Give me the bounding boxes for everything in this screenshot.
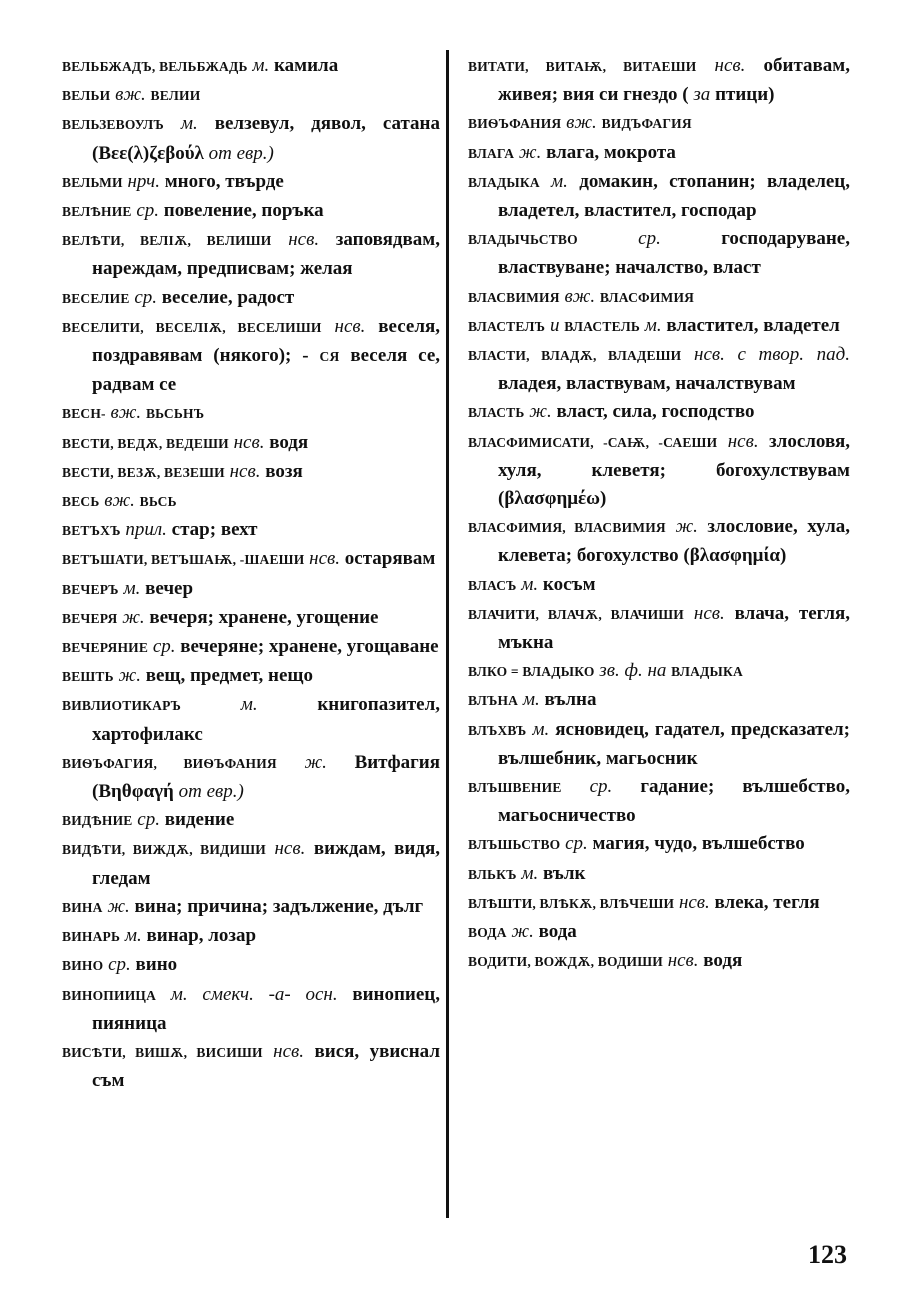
headword: ВЕСЕЛИТИ, ВЕСЕЛIѪ, ВЕСЕЛИШИ <box>62 319 322 335</box>
headword: ВЛЪШЬСТВО <box>468 837 561 853</box>
column-divider <box>446 50 449 1218</box>
grammar-label: нсв. <box>229 460 261 482</box>
headword: ВЕСЕЛИЕ <box>62 290 130 306</box>
definition: вечер <box>145 577 194 599</box>
dictionary-entry <box>62 487 440 516</box>
headword: ВЕТЪШАТИ, ВЕТЪШАѬ, -ШАЕШИ <box>62 552 305 568</box>
grammar-label: м. <box>124 925 142 947</box>
headword: ВЛАСЪ <box>468 577 517 593</box>
definition: обитавам, живея; вия си гнездо ( <box>498 55 850 106</box>
grammar-label: ж. <box>304 751 327 773</box>
grammar-label: вж. <box>564 285 596 307</box>
headword: ВЬСЬНЪ <box>145 406 205 422</box>
definition: гадание; вълшебство, магьосничество <box>498 776 850 827</box>
headword: ВИДЪФАГИЯ <box>601 116 692 132</box>
grammar-label: ж. <box>518 141 542 163</box>
dictionary-entry <box>468 860 850 889</box>
definition: влека, тегля <box>714 891 820 913</box>
dictionary-entry <box>62 981 440 1038</box>
grammar-label: м. <box>551 170 568 192</box>
grammar-label: нсв. <box>334 315 366 337</box>
definition: камила <box>273 55 339 76</box>
right-column <box>468 52 850 977</box>
headword: ВИТАТИ, ВИТАѬ, ВИТАЕШИ <box>468 59 697 74</box>
grammar-label: ср. <box>565 833 588 855</box>
definition: Витфагия (Βηθφαγή <box>92 751 441 803</box>
headword: ВЛАСТЕЛЬ <box>564 318 640 334</box>
definition: домакин, стопанин; владелец, владетел, властител, господар <box>498 170 851 222</box>
dictionary-entry <box>62 399 440 428</box>
headword: ВИДѢНИЕ <box>62 813 133 829</box>
grammar-label: ж. <box>122 606 145 628</box>
dictionary-entry <box>468 889 850 918</box>
headword: ВИДѢТИ, ВИЖДѪ, ВИДИШИ <box>62 842 266 858</box>
headword: ВИНА <box>62 899 103 915</box>
dictionary-entry <box>62 545 440 574</box>
headword: ВЛКО = ВЛАДЫКО <box>468 664 595 680</box>
headword: ВЕСТИ, ВЕДѪ, ВЕДЕШИ <box>62 435 229 451</box>
grammar-label: м. <box>644 314 662 336</box>
definition: злословя, хуля, клеветя; богохулствувам (βλασφημέω) <box>498 430 851 510</box>
grammar-label: нсв. <box>288 229 320 251</box>
dictionary-entry <box>62 52 440 81</box>
grammar-label: м. <box>521 862 539 884</box>
dictionary-entry <box>468 947 850 976</box>
headword: ВЛѢШТИ, ВЛѢКѪ, ВЛѢЧЕШИ <box>468 895 675 911</box>
definition: вина; причина; задължение, дълг <box>134 895 424 917</box>
dictionary-entry <box>468 716 850 773</box>
headword: ВЕЛЬИ <box>62 88 111 104</box>
headword: ВЛАДЫЧЬСТВО <box>468 232 578 248</box>
dictionary-entry <box>62 951 440 980</box>
headword: ВЛАСТЬ <box>468 405 525 421</box>
headword: ВЕСЬ <box>62 494 100 510</box>
dictionary-entry <box>468 139 850 168</box>
headword: ВЛЬКЪ <box>468 866 517 882</box>
dictionary-entry <box>62 313 440 400</box>
grammar-label: м. <box>532 718 550 740</box>
definition: магия, чудо, вълшебство <box>592 833 805 855</box>
definition: водя <box>703 950 743 972</box>
dictionary-entry <box>468 283 850 312</box>
grammar-label: нсв. <box>274 838 306 860</box>
definition: виждам, видя, гледам <box>92 838 440 889</box>
definition: вълк <box>542 862 586 884</box>
grammar-label: м. <box>180 113 198 135</box>
grammar-label: ср. <box>137 809 160 831</box>
dictionary-entry <box>62 110 440 167</box>
definition: заповядвам, нареждам, предписвам; желая <box>92 229 440 280</box>
definition: винопиец, пияница <box>92 983 440 1034</box>
grammar-label: вж. <box>115 84 146 106</box>
dictionary-entry <box>468 571 850 600</box>
dictionary-entry <box>62 749 440 806</box>
dictionary-entry <box>62 1038 440 1095</box>
definition: веселие, радост <box>161 286 295 308</box>
dictionary-entry <box>468 428 850 514</box>
headword: ВЕЛѢНИЕ <box>62 204 132 220</box>
grammar-label: нсв. <box>233 431 265 453</box>
grammar-label: нсв. с твор. пад. <box>694 344 851 366</box>
dictionary-entry <box>468 513 850 570</box>
definition: водя <box>269 431 309 453</box>
dictionary-entry <box>468 168 850 225</box>
grammar-label: м. <box>521 573 539 595</box>
headword: ВЕЛЬЗЕВОУЛЪ <box>62 117 164 133</box>
headword: ВЕЧЕРЯ <box>62 610 118 626</box>
headword: ВЛАСТИ, ВЛАДѪ, ВЛАДЕШИ <box>468 348 682 364</box>
definition: книгопазител, хартофилакс <box>92 694 441 745</box>
definition: злословие, хула, клевета; богохулство (βλασφημία) <box>498 516 850 567</box>
grammar-label: ср. <box>134 286 157 308</box>
headword: ВЛАДЫКА <box>468 174 540 190</box>
definition: господаруване, властвуване; началство, власт <box>498 228 850 279</box>
headword: ВЛАСФИМИСАТИ, -САѬ, -САЕШИ <box>468 434 718 450</box>
grammar-label: м. <box>240 694 258 716</box>
headword: ВИѲЪФАНИЯ <box>468 116 562 132</box>
dictionary-entry <box>62 284 440 313</box>
dictionary-entry <box>62 575 440 604</box>
grammar-label: ж. <box>511 921 534 943</box>
dictionary-entry <box>62 197 440 226</box>
headword: ВЛАГА <box>468 145 515 161</box>
headword: ВИНО <box>62 958 104 974</box>
grammar-label: ж. <box>107 895 130 917</box>
grammar-label: м. смекч. -а- осн. <box>170 983 338 1005</box>
dictionary-entry <box>62 633 440 662</box>
definition: вечеря; хранене, угощение <box>149 606 379 628</box>
dictionary-entry <box>468 830 850 859</box>
definition: стар; вехт <box>171 519 258 541</box>
headword: ВЛЪШВЕНИЕ <box>468 780 562 796</box>
dictionary-entry <box>468 918 850 947</box>
headword: ВЕЛѢТИ, ВЕЛIѪ, ВЕЛИШИ <box>62 233 272 249</box>
definition: видение <box>164 809 235 831</box>
grammar-label: вж. <box>110 402 142 424</box>
grammar-label: нсв. <box>309 548 341 570</box>
grammar-label: ср. <box>152 636 176 658</box>
definition: повеление, поръка <box>163 200 324 222</box>
definition: влача, тегля, мъкна <box>498 602 851 654</box>
headword: ВИНАРЬ <box>62 929 121 945</box>
headword: ВЕЛЬБЖАДЪ, ВЕЛЬБЖАДЬ <box>62 59 248 74</box>
grammar-label: нрч. <box>127 170 160 192</box>
dictionary-entry <box>468 312 850 341</box>
headword: ВЛАСФИМИЯ <box>599 289 695 305</box>
grammar-label: нсв. <box>678 891 710 913</box>
headword: ВИСѢТИ, ВИШѪ, ВИСИШИ <box>62 1044 263 1060</box>
dictionary-entry <box>62 691 440 748</box>
headword: ВЛАСТЕЛЪ <box>468 318 546 334</box>
definition: властител, владетел <box>666 314 840 336</box>
headword: ВЛЪНА <box>468 693 519 709</box>
headword: ВЕЧЕРЯНИЕ <box>62 640 149 656</box>
grammar-label: зв. ф. на <box>599 660 667 682</box>
headword: ВЛЪХВЪ <box>468 722 527 738</box>
headword: ВОДА <box>468 925 507 941</box>
headword: ВЕСН- <box>62 406 106 422</box>
headword: ВИНОПИИЦА <box>62 987 157 1003</box>
grammar-label: за <box>693 84 711 106</box>
grammar-label: нсв. <box>273 1040 305 1062</box>
definition: вино <box>135 954 178 976</box>
grammar-label: от евр.) <box>208 142 274 164</box>
dictionary-entry <box>62 893 440 922</box>
definition: вечеряне; хранене, угощаване <box>180 636 439 658</box>
dictionary-entry <box>468 109 850 138</box>
definition: велзевул, дявол, сатана (Βεε(λ)ζεβούλ <box>92 113 440 164</box>
grammar-label: от евр.) <box>178 781 244 803</box>
left-column <box>62 52 440 1095</box>
dictionary-entry <box>468 773 850 830</box>
dictionary-entry <box>468 686 850 715</box>
dictionary-entry <box>62 226 440 283</box>
grammar-label: нсв. <box>727 430 759 452</box>
headword: ВЛАСВИМИЯ <box>468 289 560 305</box>
definition: остарявам <box>344 548 436 570</box>
headword: ВЛАДЫКА <box>671 664 743 680</box>
dictionary-entry <box>62 516 440 545</box>
headword: ВИВЛИОТИКАРЪ <box>62 698 182 714</box>
grammar-label: ж. <box>529 401 552 423</box>
definition: вещ, предмет, нещо <box>145 665 313 687</box>
grammar-label: вж. <box>566 112 597 134</box>
grammar-label: прил. <box>125 519 167 541</box>
headword: ВЛАЧИТИ, ВЛАЧѪ, ВЛАЧИШИ <box>468 606 685 622</box>
definition: птици) <box>715 84 775 106</box>
headword: ВЕТЪХЪ <box>62 523 121 539</box>
dictionary-entry <box>62 81 440 110</box>
dictionary-entry <box>468 398 850 427</box>
headword: ВОДИТИ, ВОЖДѪ, ВОДИШИ <box>468 954 663 970</box>
definition: вися, увиснал съм <box>92 1040 441 1092</box>
dictionary-entry <box>62 806 440 835</box>
dictionary-entry <box>62 662 440 691</box>
headword: ВИѲЪФАГИЯ, ВИѲЪФАНИЯ <box>62 755 277 771</box>
headword: ВЕШТЬ <box>62 669 114 685</box>
dictionary-entry <box>468 600 850 657</box>
definition: возя <box>265 460 303 482</box>
dictionary-entry <box>62 429 440 458</box>
definition: косъм <box>542 573 596 595</box>
dictionary-entry <box>468 657 850 686</box>
grammar-label: ср. <box>108 954 131 976</box>
definition: владея, властвувам, началствувам <box>498 373 796 395</box>
grammar-label: м. <box>522 689 540 711</box>
dictionary-entry <box>62 168 440 197</box>
definition: веселя се, радвам се <box>92 345 441 396</box>
dictionary-entry <box>468 52 850 109</box>
grammar-label: ж. <box>118 665 141 687</box>
grammar-label: и <box>549 314 560 336</box>
headword: ВЕЧЕРЪ <box>62 581 119 597</box>
dictionary-entry <box>468 225 850 282</box>
grammar-label: ср. <box>136 200 160 222</box>
definition: ясновидец, гадател, предсказател; вълшебник, магьосник <box>498 718 851 769</box>
headword: ВЛАСФИМИЯ, ВЛАСВИМИЯ <box>468 520 666 536</box>
grammar-label: ср. <box>589 776 613 798</box>
definition: веселя, поздравявам (някого); - <box>92 315 441 367</box>
grammar-label: м. <box>123 577 141 599</box>
dictionary-entry <box>468 341 850 398</box>
grammar-label: нсв. <box>667 950 699 972</box>
dictionary-entry <box>62 458 440 487</box>
headword: ВЕСТИ, ВЕЗѪ, ВЕЗЕШИ <box>62 464 225 480</box>
grammar-label: ср. <box>638 228 661 250</box>
definition: власт, сила, господство <box>556 401 755 423</box>
grammar-label: нсв. <box>693 602 725 624</box>
grammar-label: нсв. <box>714 55 746 76</box>
headword: ВЕЛИИ <box>150 88 201 104</box>
headword: ВЕЛЬМИ <box>62 174 123 190</box>
dictionary-entry <box>62 922 440 951</box>
grammar-label: м. <box>252 55 270 76</box>
definition: влага, мокрота <box>546 141 676 163</box>
headword: ВЬСЬ <box>139 494 177 510</box>
definition: вълна <box>544 689 597 711</box>
definition: винар, лозар <box>146 925 257 947</box>
headword: СЯ <box>319 349 340 365</box>
dictionary-entry <box>62 835 440 892</box>
grammar-label: вж. <box>104 490 135 512</box>
definition: вода <box>538 921 577 943</box>
dictionary-entry <box>62 604 440 633</box>
page-number: 123 <box>808 1240 847 1269</box>
definition: много, твърде <box>164 170 284 192</box>
grammar-label: ж. <box>675 516 698 538</box>
